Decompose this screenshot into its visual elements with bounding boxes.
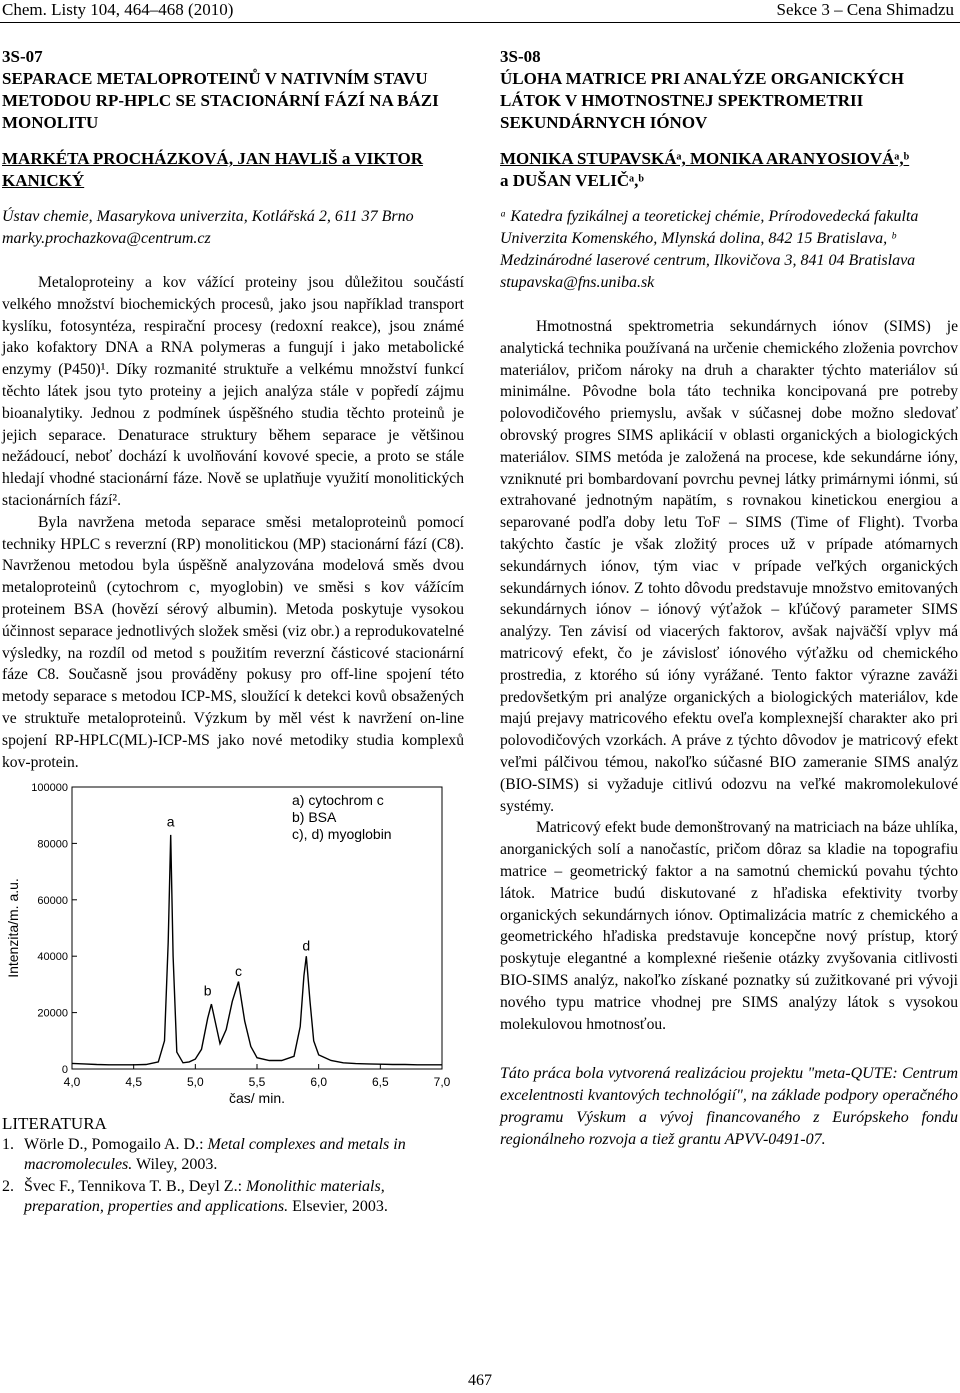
reference-publisher: Elsevier, 2003.: [288, 1198, 388, 1216]
references-title: LITERATURA: [2, 1114, 107, 1134]
reference-publisher: Wiley, 2003.: [132, 1156, 218, 1174]
affiliation: [2, 206, 464, 250]
reference-item: [2, 1177, 464, 1217]
legend-entry: c), d) myoglobin: [292, 826, 392, 843]
y-tick-label: 60000: [37, 895, 68, 908]
reference-title: Metal complexes and metals in macromolecules.: [24, 1136, 406, 1174]
authors-line: a DUŠAN VELIČᵃ,ᵇ: [500, 171, 644, 190]
left-column: [2, 46, 464, 1219]
x-tick-label: 4,5: [125, 1075, 143, 1090]
email[interactable]: marky.prochazkova@centrum.cz: [2, 230, 211, 247]
authors: [500, 148, 958, 192]
abstract-body: [2, 272, 464, 773]
x-tick-label: 6,0: [310, 1075, 328, 1090]
legend-entry: a) cytochrom c: [292, 792, 384, 809]
reference-item: [2, 1135, 464, 1175]
right-column: [500, 46, 958, 1151]
references-list: [2, 1135, 464, 1217]
reference-authors: Wörle D., Pomogailo A. D.:: [24, 1136, 208, 1154]
x-tick-label: 5,0: [186, 1075, 204, 1090]
page-number: 467: [468, 1372, 492, 1389]
y-tick-label: 40000: [37, 951, 68, 964]
peak-label: b: [203, 983, 212, 1000]
affiliation-address: ᵃ Katedra fyzikálnej a teoretickej chémie, Prírodovedecká fakulta Univerzita Komenského, Mlynská dolina, 842 15 Bratislava, ᵇ Medzinárodné laserové centrum, Ilkovičova 3, 841 04 Bratislava: [500, 208, 919, 269]
paragraph: Metaloproteiny a kov vážící proteiny jsou důležitou součástí velkého množství biochemických procesů, jako jsou například transport kyslíku, fotosyntéza, respirační procesy (redoxní reakce), jsou známé jako kofaktory DNA a RNA polymeras a fungují i jako metabolické enzymy (P450)¹. Díky rozmanité struktuře a velkému množství funkcí těchto látek jsou tyto proteiny a jejich analýza stále v popředí zájmu bioanalytiky. Jednou z podmínek úspěšného studia těchto proteinů je jejich separace. Denaturace struktury během separace je většinou nežádoucí, neboť dochází k uvolňování kovové specie, a proto se stále hledají vhodné stacionární fáze. Nově se uplatňuje využití monolitických stacionárních fází².: [2, 274, 464, 509]
chromatogram-chart: [2, 779, 457, 1109]
chromatogram-trace: [72, 835, 442, 1065]
acknowledgement: Táto práca bola vytvorená realizáciou projektu "meta-QUTE: Centrum excelentnosti kvantových technológií", na základe podpory operačného programu Výskum a vývoj financovaného z Európskeho fondu regionálneho rozvoja a tiež grantu APVV-0491-07.: [500, 1065, 958, 1149]
x-tick-label: 6,5: [371, 1075, 389, 1090]
abstract-code: 3S-07: [2, 47, 43, 66]
y-tick-label: 20000: [37, 1007, 68, 1020]
y-axis-label: Intenzita/m. a.u.: [5, 878, 21, 979]
paragraph: Matricový efekt bude demonštrovaný na matriciach na báze uhlíka, anorganických solí a nanočastíc, pričom dôraz sa kladie na topografiu matrice – geometrický faktor a na samotnú chemickú povahu týchto látok. Matrice budú diskutované z hľadiska efektivity tvorby organických sekundárnych iónov. Optimalizácia matríc z chemického a geometrického hľadiska predstavuje koncepčne nový prístup, ktorý poskytuje elegantné a komplexné riešenie otázky zvyšovania citlivosti BIO-SIMS analýz, nakoľko získané poznatky sú zužitkované pri vývoji nového typu matrice vhodnej pre SIMS analýzy látok s vysokou molekulovou hmotnosťou.: [500, 819, 958, 1033]
chromatogram-figure: [2, 779, 457, 1109]
authors-line: MONIKA STUPAVSKÁᵃ, MONIKA ARANYOSIOVÁᵃ,ᵇ: [500, 149, 910, 168]
reference-authors: Švec F., Tennikova T. B., Deyl Z.:: [24, 1178, 247, 1196]
x-tick-label: 5,5: [248, 1075, 266, 1090]
y-tick-label: 80000: [37, 838, 68, 851]
paragraph: Hmotnostná spektrometria sekundárnych iónov (SIMS) je analytická technika používaná na určenie chemického zloženia povrchov materiálov, pričom nároky na druh a charakter týchto materiálov sú minimálne. Pôvodne bola táto technika koncipovaná pre potreby polovodičového priemyslu, avšak v súčasnej dobe možno sledovať obrovský progres SIMS aplikácií v oblasti organických a biologických materiálov. SIMS metóda je založená na procese, kde sekundárne ióny, vzniknuté pri bombardovaní povrchu pevnej látky primárnymi iónmi, sú extrahované jednotným napätím, s rovnakou kinetickou energiou a separované podľa doby letu ToF – SIMS (Time of Flight). Tvorba takýchto častíc je však zložitý proces už v prípade atómarnych sekundárnych iónov, tým viac v prípade veľkých organických sekundárnych iónov. Z tohto dôvodu predstavuje množstvo emitovaných sekundárnych iónov – iónový výťažok – kľúčový parameter SIMS analýzy. Ten závisí od viacerých faktorov, avšak najväčší vplyv má matricový efekt, čo je závislosť iónového výťažku od chemického prostredia, z ktorého sú ióny vyrážané. Tento faktor výrazne zaváži predovšetkým pri analýze organických a biologických materiálov, kde majú prejavy matricového efektu oveľa komplexnejší charakter ako pri polovodičových vzorkách. A práve z týchto dôvodov je matricový efekt veľmi pálčivou témou, nakoľko súčasné BIO zameranie SIMS analýz (BIO-SIMS) si vyžaduje citlivú odozvu na veľké makromolekulové systémy.: [500, 318, 958, 815]
y-tick-label: 100000: [31, 782, 68, 795]
abstract-body: [500, 316, 958, 1035]
abstract-code: 3S-08: [500, 47, 541, 66]
authors: MARKÉTA PROCHÁZKOVÁ, JAN HAVLIŠ a VIKTOR KANICKÝ: [2, 149, 423, 190]
peak-label: d: [302, 937, 311, 954]
reference-number: 1.: [2, 1136, 14, 1154]
running-header: [0, 0, 960, 23]
abstract-title: SEPARACE METALOPROTEINŮ V NATIVNÍM STAVU METODOU RP-HPLC SE STACIONÁRNÍ FÁZÍ NA BÁZI MONOLITU: [2, 69, 439, 132]
x-axis-label: čas/ min.: [228, 1090, 286, 1107]
section-title: Sekce 3 – Cena Shimadzu: [776, 0, 954, 19]
abstract-title: ÚLOHA MATRICE PRI ANALÝZE ORGANICKÝCH LÁTOK V HMOTNOSTNEJ SPEKTROMETRII SEKUNDÁRNYCH IÓNOV: [500, 69, 904, 132]
legend-entry: b) BSA: [292, 809, 337, 826]
email[interactable]: stupavska@fns.uniba.sk: [500, 274, 655, 291]
paragraph: Byla navržena metoda separace směsi metaloproteinů pomocí techniky HPLC s reverzní (RP) monolitickou (MP) stacionární fází (C8). Navrženou metodou byla úspěšně analyzována modelová směs dvou metaloproteinů (cytochrom c, myoglobin) ve směsi s kov vážícím proteinem BSA (hovězí sérový albumin). Metoda poskytuje vysokou účinnost separace jednotlivých složek směsi (viz obr.) a reprodukovatelné výsledky, na rozdíl od metod s použitím reverzní částicové stacionární fáze C8. Současně jsou prováděny pokusy pro off-line spojení této metody separace s metodou ICP-MS, sloužící k detekci kovů obsažených ve struktuře metaloproteinů. Výzkum by měl vést k navržení on-line spojení RP-HPLC(ML)-ICP-MS jako nové metodiky studia komplexů kov-protein.: [2, 513, 464, 771]
reference-title: Monolithic materials, preparation, properties and applications.: [24, 1178, 385, 1216]
x-tick-label: 4,0: [63, 1075, 81, 1090]
affiliation: [500, 206, 958, 294]
x-tick-label: 7,0: [433, 1075, 451, 1090]
journal-citation: Chem. Listy 104, 464–468 (2010): [2, 0, 234, 19]
y-tick-label: 0: [61, 1064, 68, 1077]
peak-label: c: [235, 963, 242, 980]
affiliation-address: Ústav chemie, Masarykova univerzita, Kotlářská 2, 611 37 Brno: [2, 208, 414, 225]
peak-label: a: [166, 813, 175, 830]
reference-number: 2.: [2, 1178, 14, 1196]
